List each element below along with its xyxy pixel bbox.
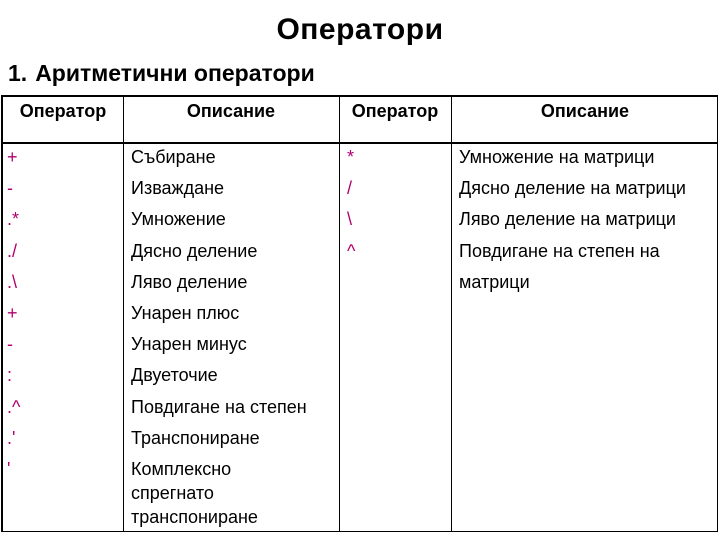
operator-cell: /	[347, 178, 353, 199]
description-cell: матрици	[459, 271, 530, 292]
description-cell: Ляво деление	[131, 271, 248, 292]
operators-table	[1, 95, 718, 532]
operator-cell: -	[7, 334, 13, 355]
operator-cell: '	[7, 458, 11, 479]
section-heading	[8, 60, 315, 87]
left-description-column	[131, 145, 336, 529]
operator-cell: .^	[7, 396, 21, 417]
operator-cell: :	[7, 365, 13, 386]
description-cell	[131, 457, 336, 529]
column-divider	[123, 97, 124, 531]
operator-cell: ./	[7, 240, 18, 261]
header-description-left: Описание	[186, 101, 276, 121]
operator-cell: .\	[7, 271, 18, 292]
description-cell: Събиране	[131, 147, 216, 167]
description-cell: Транспониране	[131, 427, 260, 448]
description-cell: Дясно деление на матрици	[459, 178, 686, 199]
description-line: Комплексно	[131, 458, 232, 479]
operator-cell: ^	[347, 240, 356, 261]
operator-cell: *	[347, 147, 355, 167]
operator-cell: +	[7, 302, 18, 323]
operator-cell: .*	[7, 209, 20, 230]
description-cell: Двуеточие	[131, 365, 218, 386]
left-operator-column	[7, 145, 117, 488]
operator-cell: +	[7, 147, 18, 167]
section-title: Аритметични оператори	[35, 60, 315, 86]
description-cell: Унарен плюс	[131, 302, 240, 323]
description-cell: Унарен минус	[131, 334, 247, 355]
section-number: 1.	[8, 60, 28, 86]
description-cell: Изваждане	[131, 178, 225, 199]
header-divider	[3, 142, 717, 144]
description-cell: Ляво деление на матрици	[459, 209, 676, 230]
description-cell: Умножение	[131, 209, 226, 230]
header-description-right: Описание	[540, 101, 630, 121]
header-operator-left: Оператор	[19, 101, 107, 121]
right-description-column	[459, 145, 717, 301]
column-divider	[339, 97, 340, 531]
description-cell: Повдигане на степен на	[459, 240, 660, 261]
operator-cell: \	[347, 209, 353, 230]
description-line: транспониране	[131, 506, 258, 527]
description-line: спрегнато	[131, 482, 214, 503]
operator-cell: .'	[7, 427, 16, 448]
right-operator-column	[347, 145, 447, 270]
description-cell: Повдигане на степен	[131, 396, 307, 417]
operator-cell: -	[7, 178, 13, 199]
header-operator-right: Оператор	[351, 101, 439, 121]
description-cell: Дясно деление	[131, 240, 258, 261]
description-cell: Умножение на матрици	[459, 147, 655, 167]
column-divider	[451, 97, 452, 531]
page-title: Оператори	[276, 13, 444, 46]
